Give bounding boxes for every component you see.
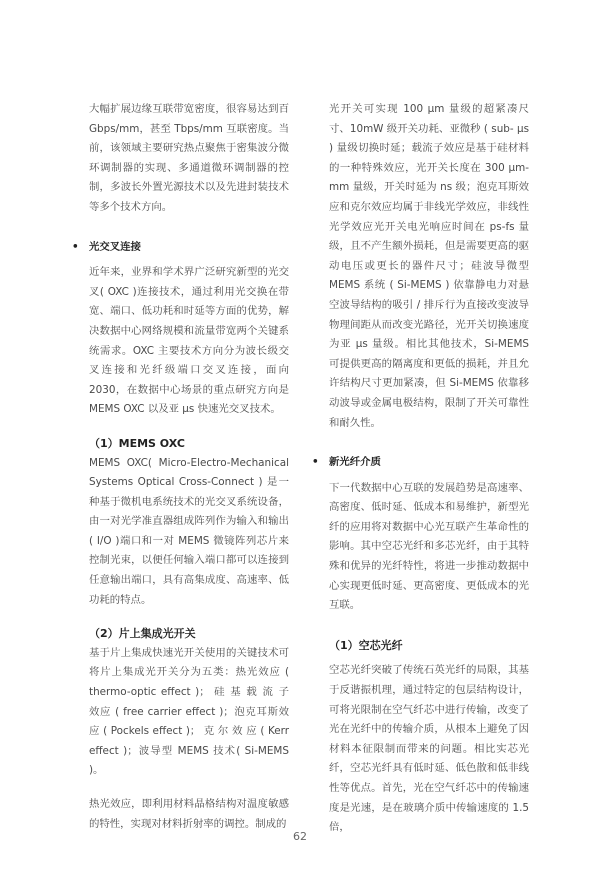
paragraph-mems-oxc: MEMS OXC( Micro-Electro-Mechanical Systems Optical Cross-Connect ) 是一种基于微机电系统技术的光交叉系统设备，由一对光学准直器组成阵列作为输入和输出( I/O )端口和一对 MEMS 微镜阵列芯片来控制光束，以便任何输入端口都可以连接到任意输出端口，具有高集成度、高速率、低功耗的特点。 [89, 456, 289, 606]
subheading-mems-oxc: （1）MEMS OXC [89, 436, 185, 450]
page-number: 62 [293, 830, 307, 843]
left-column [72, 100, 289, 834]
section-heading-label: 光交叉连接 [89, 240, 141, 253]
bullet-icon: • [72, 240, 79, 253]
paragraph-switch-continued: 光开关可实现 100 μm 量级的超紧凑尺寸、10mW 级开关功耗、亚微秒 ( sub- μs ) 量级切换时延；载流子效应是基于硅材料的一种特殊效应，光开关长度在 300 μm-mm 量级，开关时延为 ns 级；泡克耳斯效应和克尔效应均属于非线光学效应，非线性光学效应光开关电光响应时间在 ps-fs 量级，且不产生额外损耗，但是需要更高的驱动电压或更长的器件尺寸；硅波导微型 MEMS 系统 ( Si-MEMS ) 依靠静电力对悬空波导结构的吸引 / 排斥行为直接改变波导物理间距从而改变光路径，光开关切换速度为亚 μs 量级。相比其他技术，Si-MEMS 可提供更高的隔离度和更低的损耗，并且允许结构尺寸更加紧凑，但 Si-MEMS 依靠移动波导或金属电极结构，限制了开关可靠性和耐久性。 [329, 103, 529, 429]
paragraph-oxc: 近年来，业界和学术界广泛研究新型的光交叉( OXC )连接技术，通过利用光交换在带宽、端口、低功耗和时延等方面的优势，解决数据中心网络规模和流量带宽两个关键系统需求。OXC 主要技术方向分为波长级交叉连接和光纤级端口交叉连接，面向 2030，在数据中心场景的重点研究方向是 MEMS OXC 以及亚 μs 快速光交叉技术。 [89, 266, 289, 416]
section-heading-oxc [72, 238, 289, 258]
bullet-icon: • [312, 456, 319, 469]
paragraph-hollow-fiber: 空芯光纤突破了传统石英光纤的局限，其基于反谐振机理，通过特定的包层结构设计，可将光限制在空气纤芯中进行传输，改变了光在光纤中的传输介质，从根本上避免了因材料本征限制而带来的问题。相比实芯光纤，空芯光纤具有低时延、低色散和低非线性等优点。首先，光在空气纤芯中的传输速度是光速，是在玻璃介质中传输速度的 1.5 倍， [329, 664, 529, 834]
paragraph-fiber: 下一代数据中心互联的发展趋势是高速率、高密度、低时延、低成本和易维护，新型光纤的应用将对数据中心光互联产生革命性的影响。其中空芯光纤和多芯光纤，由于其特殊和优异的光纤特性，将进一步推动数据中心实现更低时延、更高密度、更低成本的光互联。 [329, 481, 529, 612]
subheading-onchip-switch: （2）片上集成光开关 [89, 627, 196, 641]
section-heading-fiber [312, 453, 529, 473]
right-column [312, 100, 529, 838]
paragraph-intro: 大幅扩展边缘互联带宽密度，很容易达到百Gbps/mm，甚至 Tbps/mm 互联密度。当前，该领域主要研究热点聚焦于密集波分微环调制器的实现、多通道微环调制器的控制，多波长外置光源技术以及先进封装技术等多个技术方向。 [89, 103, 289, 213]
paragraph-thermo-optic: 热光效应，即利用材料晶格结构对温度敏感的特性，实现对材料折射率的调控。制成的 [89, 798, 289, 830]
section-heading-label: 新光纤介质 [329, 456, 381, 469]
subheading-hollow-fiber: （1）空芯光纤 [329, 638, 403, 652]
paragraph-onchip-switch: 基于片上集成快速光开关使用的关键技术可将片上集成光开关分为五类：热光效应 ( thermo-optic effect )； 硅 基 载 流 子 效应 ( free carrier effect )；泡克耳斯效应 ( Pockels effect )； 克 尔 效 应 ( Kerr effect )；波导型 MEMS 技术( Si-MEMS )。 [89, 646, 289, 777]
